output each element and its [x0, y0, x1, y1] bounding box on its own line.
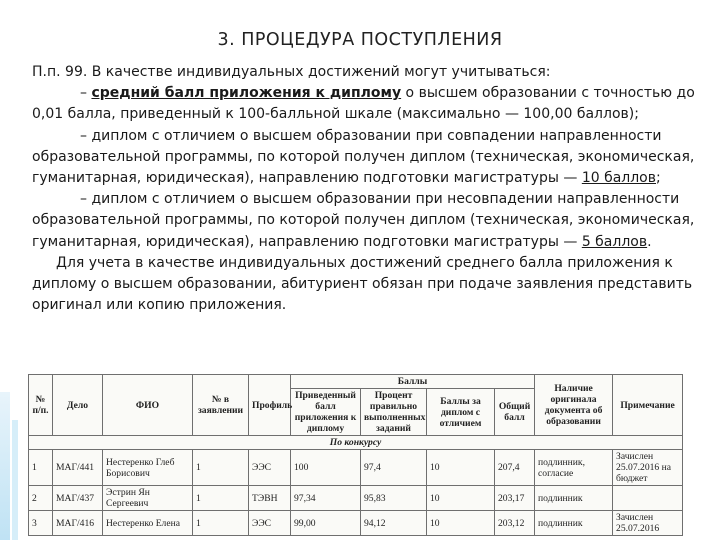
cell-application-no: 1 — [193, 450, 249, 486]
group-row-competition: По конкурсу — [29, 436, 683, 450]
col-header-name: ФИО — [103, 375, 193, 436]
honors-mismatch-points: 5 баллов — [581, 233, 648, 250]
cell-profile: ЭЭС — [249, 511, 291, 536]
cell-profile: ЭЭС — [249, 450, 291, 486]
col-header-original: Наличие оригинала документа об образовании — [535, 375, 613, 436]
col-header-avg-score: Приведенный балл приложения к диплому — [291, 389, 361, 436]
cell-case: МАГ/441 — [53, 450, 103, 486]
col-header-profile: Профиль — [249, 375, 291, 436]
cell-note: Зачислен 25.07.2016 на бюджет — [613, 450, 683, 486]
cell-original: подлинник, согласие — [535, 450, 613, 486]
honors-match-text: – диплом с отличием о высшем образовании при совпадении направленности образовательной программы, по которой получен диплом (техническая, экономическая, гуманитарная, юридическая), направлению подготовки магистратуры — — [32, 127, 695, 187]
cell-exam-percent: 97,4 — [361, 450, 427, 486]
col-header-application-no: № в заявлении — [193, 375, 249, 436]
avg-score-highlight: средний балл приложения к диплому — [91, 85, 402, 102]
avg-score-rest: о высшем образовании с точностью до 0,01 балла, приведенный к 100-балльной шкале (максимально — 100,00 баллов); — [32, 85, 695, 123]
cell-profile: ТЭВН — [249, 486, 291, 511]
col-header-note: Примечание — [613, 375, 683, 436]
cell-total: 207,4 — [495, 450, 535, 486]
table-row — [29, 511, 683, 536]
table-row — [29, 486, 683, 511]
paragraph-avg-score — [32, 83, 696, 125]
cell-case: МАГ/416 — [53, 511, 103, 536]
cell-honors-points: 10 — [427, 450, 495, 486]
table-row — [29, 450, 683, 486]
paragraph-intro: П.п. 99. В качестве индивидуальных достижений могут учитываться: — [32, 64, 551, 80]
cell-name: Нестеренко Елена — [103, 511, 193, 536]
cell-original: подлинник — [535, 511, 613, 536]
cell-honors-points: 10 — [427, 511, 495, 536]
cell-number: 1 — [29, 450, 53, 486]
col-header-scores: Баллы — [291, 375, 535, 389]
honors-match-points: 10 баллов — [581, 170, 657, 187]
cell-honors-points: 10 — [427, 486, 495, 511]
cell-name: Эстрин Ян Сергеевич — [103, 486, 193, 511]
cell-avg-score: 100 — [291, 450, 361, 486]
cell-avg-score: 99,00 — [291, 511, 361, 536]
decorative-stripe — [0, 392, 10, 540]
cell-note: Зачислен 25.07.2016 — [613, 511, 683, 536]
honors-match-end: ; — [656, 170, 661, 187]
col-header-total: Общий балл — [495, 389, 535, 436]
body-text — [32, 62, 696, 316]
col-header-number: № п/п. — [29, 375, 53, 436]
cell-number: 3 — [29, 511, 53, 536]
dash: – — [80, 85, 92, 102]
cell-application-no: 1 — [193, 486, 249, 511]
cell-original: подлинник — [535, 486, 613, 511]
decorative-stripe-inner — [12, 420, 18, 540]
col-header-exam-percent: Процент правильно выполненных заданий — [361, 389, 427, 436]
cell-name: Нестеренко Глеб Борисович — [103, 450, 193, 486]
page-title: 3. ПРОЦЕДУРА ПОСТУПЛЕНИЯ — [217, 30, 503, 50]
cell-total: 203,12 — [495, 511, 535, 536]
ranking-table — [28, 374, 683, 536]
cell-case: МАГ/437 — [53, 486, 103, 511]
col-header-honors-points: Баллы за диплом с отличием — [427, 389, 495, 436]
cell-note — [613, 486, 683, 511]
cell-number: 2 — [29, 486, 53, 511]
cell-exam-percent: 94,12 — [361, 511, 427, 536]
col-header-case: Дело — [53, 375, 103, 436]
cell-total: 203,17 — [495, 486, 535, 511]
paragraph-honors-mismatch — [32, 189, 696, 253]
cell-application-no: 1 — [193, 511, 249, 536]
cell-exam-percent: 95,83 — [361, 486, 427, 511]
paragraph-honors-match — [32, 126, 696, 190]
honors-mismatch-text: – диплом с отличием о высшем образовании при несовпадении направленности образовательной программы, по которой получен диплом (техническая, экономическая, гуманитарная, юридическая), направлению подготовки магистратуры — — [32, 191, 695, 250]
cell-avg-score: 97,34 — [291, 486, 361, 511]
honors-mismatch-end: . — [647, 233, 652, 250]
paragraph-requirement: Для учета в качестве индивидуальных достижений среднего балла приложения к диплому о высшем образовании, абитуриент обязан при подаче заявления представить оригинал или копию приложения. — [32, 254, 693, 314]
